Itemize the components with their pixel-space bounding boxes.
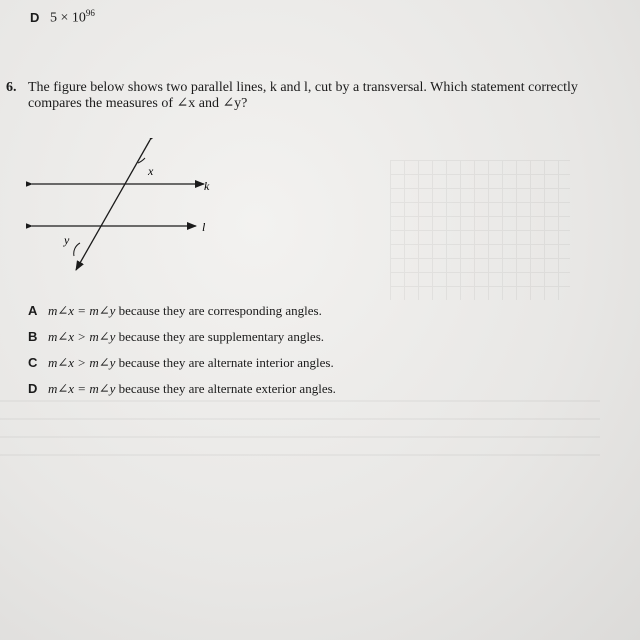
choice-c[interactable]	[28, 355, 336, 381]
parallel-lines-figure	[26, 138, 226, 278]
choice-b[interactable]	[28, 329, 336, 355]
choice-text: because they are alternate exterior angles.	[115, 381, 336, 396]
label-x: x	[148, 164, 154, 178]
choice-letter: D	[30, 9, 40, 25]
choice-text: because they are corresponding angles.	[115, 303, 322, 318]
bleed-through-grid	[390, 160, 570, 300]
choice-letter: A	[28, 303, 38, 318]
choice-math: m∠x = m∠y	[48, 303, 116, 318]
bleed-through-text	[0, 400, 600, 470]
previous-answer-choice	[30, 8, 95, 27]
label-k: k	[204, 179, 210, 193]
question-number: 6.	[6, 80, 17, 95]
label-y: y	[64, 233, 70, 247]
choice-letter: D	[28, 381, 38, 396]
choice-text: because they are supplementary angles.	[115, 329, 325, 344]
angle-y-arc	[74, 243, 80, 256]
choice-text: because they are alternate interior angles.	[115, 355, 334, 370]
choice-d[interactable]	[28, 381, 336, 407]
choice-text: 5 × 10	[50, 10, 86, 26]
choice-exponent: 96	[85, 8, 95, 18]
choice-math: m∠x > m∠y	[48, 355, 116, 370]
question-text: The figure below shows two parallel lines, k and l, cut by a transversal. Which statement correctly compares the measures of ∠x and ∠y?	[28, 80, 578, 111]
choice-math: m∠x = m∠y	[48, 381, 116, 396]
answer-choices	[28, 303, 336, 407]
label-l: l	[202, 220, 206, 234]
choice-a[interactable]	[28, 303, 336, 329]
choice-letter: B	[28, 329, 38, 344]
transversal-line	[76, 140, 150, 270]
choice-letter: C	[28, 355, 38, 370]
choice-math: m∠x > m∠y	[48, 329, 116, 344]
